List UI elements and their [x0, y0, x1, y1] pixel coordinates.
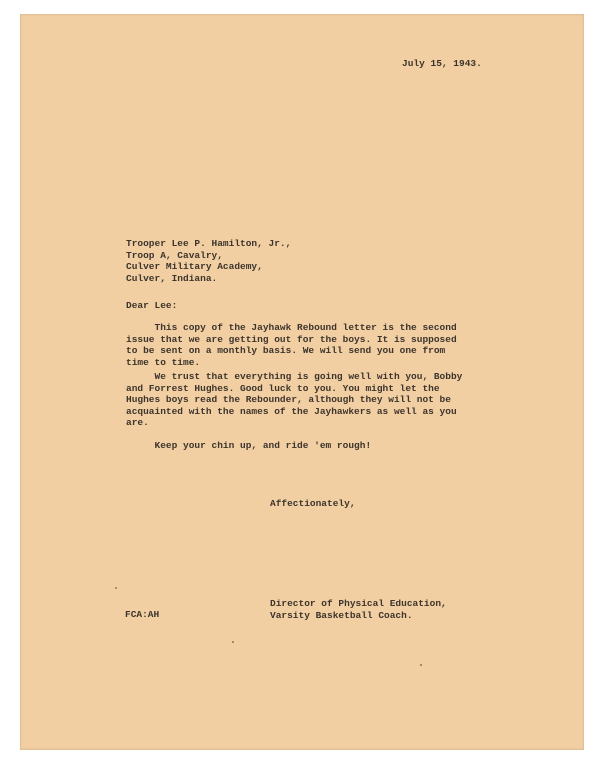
paragraph-line: This copy of the Jayhawk Rebound letter is the second	[126, 322, 457, 333]
paragraph-3: Keep your chin up, and ride 'em rough!	[126, 440, 372, 451]
address-line: Culver, Indiana.	[126, 272, 218, 284]
letter-date: July 15, 1943.	[402, 58, 482, 69]
address-line: Culver Military Academy,	[126, 261, 263, 273]
paragraph-line: are.	[126, 417, 149, 429]
signature-line: Varsity Basketball Coach.	[270, 609, 413, 621]
paragraph-2	[126, 371, 462, 429]
paragraph-line: acquainted with the names of the Jayhawkers as well as you	[126, 405, 457, 417]
paragraph-line: to be sent on a monthly basis. We will send you one from	[126, 345, 446, 357]
paragraph-line: issue that we are getting out for the boys. It is supposed	[126, 333, 457, 345]
paragraph-1	[126, 322, 457, 368]
paragraph-line: time to time.	[126, 356, 201, 368]
complimentary-close: Affectionately,	[270, 498, 356, 509]
paragraph-line: and Forrest Hughes. Good luck to you. You might let the	[126, 382, 440, 394]
salutation: Dear Lee:	[126, 300, 178, 311]
paper-speck	[115, 587, 117, 589]
signature-line: Director of Physical Education,	[270, 598, 447, 609]
address-line: Troop A, Cavalry,	[126, 249, 223, 261]
paper-speck	[420, 664, 422, 666]
recipient-address	[126, 238, 291, 284]
paragraph-line: Hughes boys read the Rebounder, although they will not be	[126, 394, 451, 406]
paper-speck	[232, 641, 234, 643]
paragraph-line: We trust that everything is going well with you, Bobby	[126, 371, 463, 382]
signature-block	[270, 598, 447, 621]
reference-initials: FCA:AH	[125, 609, 160, 620]
address-line: Trooper Lee P. Hamilton, Jr.,	[126, 238, 292, 249]
